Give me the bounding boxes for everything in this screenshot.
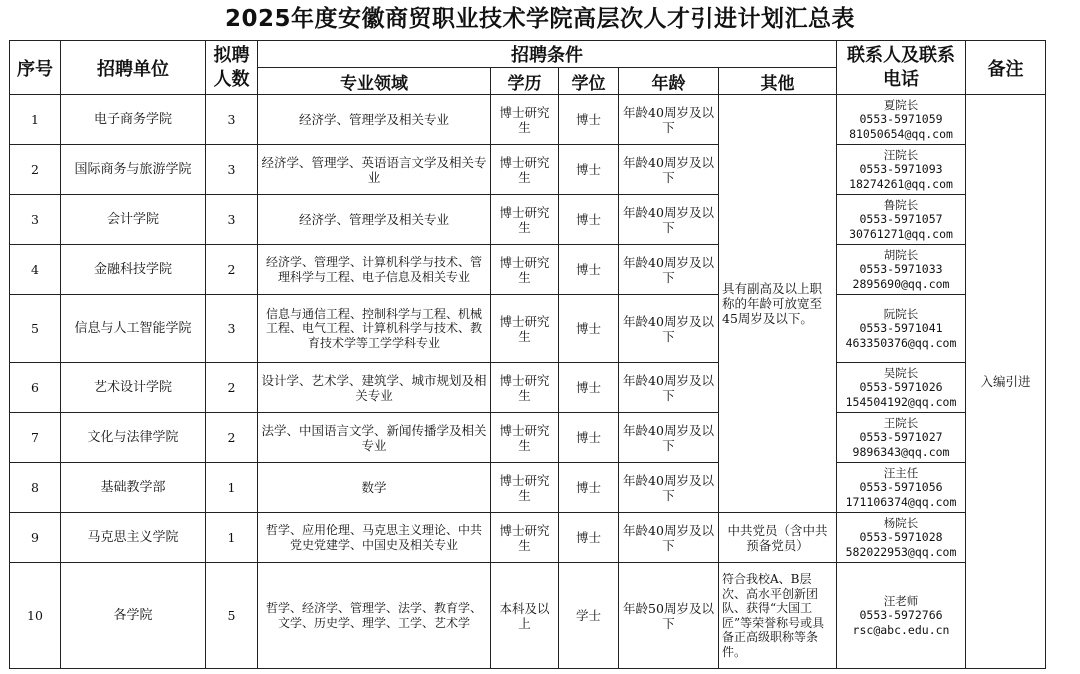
cell-degree: 博士 (559, 463, 619, 513)
cell-contact (837, 513, 966, 563)
cell-unit: 国际商务与旅游学院 (61, 145, 206, 195)
contact-phone: 0553-5971033 (859, 262, 943, 277)
cell-other: 符合我校A、B层次、高水平创新团队、获得“大国工匠”等荣誉称号或具备正高级职称等条件。 (719, 563, 837, 669)
cell-age: 年龄40周岁及以下 (619, 195, 719, 245)
contact-name: 王院长 (883, 415, 919, 430)
cell-education: 博士研究生 (491, 95, 559, 145)
cell-count: 5 (206, 563, 258, 669)
cell-education: 博士研究生 (491, 195, 559, 245)
cell-seq: 4 (10, 245, 61, 295)
cell-seq: 10 (10, 563, 61, 669)
cell-field: 哲学、经济学、管理学、法学、教育学、文学、历史学、理学、工学、艺术学 (258, 563, 491, 669)
header-degree: 学位 (559, 68, 619, 95)
cell-seq: 1 (10, 95, 61, 145)
contact-email: 30761271@qq.com (849, 226, 953, 241)
cell-field: 经济学、管理学及相关专业 (258, 95, 491, 145)
recruitment-table (9, 40, 1046, 669)
contact-name: 鲁院长 (883, 197, 919, 212)
cell-contact (837, 95, 966, 145)
page-title: 2025年度安徽商贸职业技术学院高层次人才引进计划汇总表 (224, 6, 855, 32)
header-education: 学历 (491, 68, 559, 95)
cell-contact (837, 195, 966, 245)
table-row (10, 145, 1046, 195)
cell-age: 年龄50周岁及以下 (619, 563, 719, 669)
cell-degree: 博士 (559, 145, 619, 195)
header-unit: 招聘单位 (61, 41, 206, 95)
cell-count: 3 (206, 295, 258, 363)
cell-education: 博士研究生 (491, 413, 559, 463)
cell-degree: 学士 (559, 563, 619, 669)
cell-unit: 金融科技学院 (61, 245, 206, 295)
header-conditions: 招聘条件 (258, 41, 837, 68)
contact-email: 171106374@qq.com (845, 494, 957, 509)
cell-seq: 7 (10, 413, 61, 463)
cell-count: 2 (206, 245, 258, 295)
contact-name: 胡院长 (883, 247, 919, 262)
header-field: 专业领域 (258, 68, 491, 95)
cell-field: 设计学、艺术学、建筑学、城市规划及相关专业 (258, 363, 491, 413)
contact-phone: 0553-5971026 (859, 380, 943, 395)
cell-seq: 5 (10, 295, 61, 363)
cell-seq: 9 (10, 513, 61, 563)
cell-contact (837, 245, 966, 295)
cell-age: 年龄40周岁及以下 (619, 413, 719, 463)
cell-unit: 各学院 (61, 563, 206, 669)
contact-email: rsc@abc.edu.cn (852, 622, 950, 637)
cell-seq: 6 (10, 363, 61, 413)
contact-email: 154504192@qq.com (845, 394, 957, 409)
cell-contact (837, 145, 966, 195)
cell-education: 博士研究生 (491, 513, 559, 563)
cell-unit: 艺术设计学院 (61, 363, 206, 413)
cell-unit: 电子商务学院 (61, 95, 206, 145)
contact-name: 阮院长 (883, 306, 919, 321)
table-row (10, 563, 1046, 669)
table-row (10, 295, 1046, 363)
cell-degree: 博士 (559, 363, 619, 413)
cell-education: 博士研究生 (491, 295, 559, 363)
contact-name: 夏院长 (883, 97, 919, 112)
cell-education: 本科及以上 (491, 563, 559, 669)
cell-unit: 文化与法律学院 (61, 413, 206, 463)
cell-contact (837, 563, 966, 669)
cell-count: 1 (206, 463, 258, 513)
cell-degree: 博士 (559, 295, 619, 363)
contact-email: 463350376@qq.com (845, 335, 957, 350)
cell-count: 3 (206, 195, 258, 245)
contact-phone: 0553-5971056 (859, 480, 943, 495)
contact-phone: 0553-5972766 (859, 608, 943, 623)
cell-age: 年龄40周岁及以下 (619, 245, 719, 295)
header-contact: 联系人及联系电话 (837, 41, 966, 95)
cell-contact (837, 413, 966, 463)
cell-field: 法学、中国语言文学、新闻传播学及相关专业 (258, 413, 491, 463)
contact-name: 汪院长 (883, 147, 919, 162)
cell-field: 哲学、应用伦理、马克思主义理论、中共党史党建学、中国史及相关专业 (258, 513, 491, 563)
table-row (10, 363, 1046, 413)
cell-degree: 博士 (559, 245, 619, 295)
contact-phone: 0553-5971057 (859, 212, 943, 227)
contact-name: 汪老师 (883, 593, 919, 608)
contact-email: 582022953@qq.com (845, 544, 957, 559)
cell-count: 3 (206, 145, 258, 195)
cell-count: 3 (206, 95, 258, 145)
cell-degree: 博士 (559, 95, 619, 145)
cell-unit: 基础教学部 (61, 463, 206, 513)
cell-education: 博士研究生 (491, 245, 559, 295)
contact-email: 18274261@qq.com (849, 176, 953, 191)
table-row (10, 195, 1046, 245)
cell-count: 2 (206, 363, 258, 413)
contact-phone: 0553-5971093 (859, 162, 943, 177)
table-row (10, 245, 1046, 295)
header-count: 拟聘人数 (206, 41, 258, 95)
contact-phone: 0553-5971059 (859, 112, 943, 127)
table-row (10, 413, 1046, 463)
cell-age: 年龄40周岁及以下 (619, 513, 719, 563)
cell-degree: 博士 (559, 513, 619, 563)
header-seq: 序号 (10, 41, 61, 95)
table-row (10, 95, 1046, 145)
cell-field: 经济学、管理学、英语语言文学及相关专业 (258, 145, 491, 195)
contact-name: 杨院长 (883, 515, 919, 530)
cell-unit: 信息与人工智能学院 (61, 295, 206, 363)
cell-count: 2 (206, 413, 258, 463)
cell-education: 博士研究生 (491, 463, 559, 513)
contact-email: 2895690@qq.com (852, 276, 950, 291)
cell-degree: 博士 (559, 195, 619, 245)
contact-phone: 0553-5971041 (859, 321, 943, 336)
cell-age: 年龄40周岁及以下 (619, 145, 719, 195)
cell-unit: 会计学院 (61, 195, 206, 245)
cell-education: 博士研究生 (491, 363, 559, 413)
contact-phone: 0553-5971028 (859, 530, 943, 545)
cell-count: 1 (206, 513, 258, 563)
table-row (10, 463, 1046, 513)
header-remark: 备注 (966, 41, 1046, 95)
contact-name: 汪主任 (883, 465, 919, 480)
header-other: 其他 (719, 68, 837, 95)
cell-remark-merged: 入编引进 (966, 95, 1046, 669)
header-age: 年龄 (619, 68, 719, 95)
cell-unit: 马克思主义学院 (61, 513, 206, 563)
cell-other-merged: 具有副高及以上职称的年龄可放宽至45周岁及以下。 (719, 95, 837, 513)
cell-education: 博士研究生 (491, 145, 559, 195)
cell-contact (837, 463, 966, 513)
contact-email: 81050654@qq.com (849, 126, 953, 141)
cell-age: 年龄40周岁及以下 (619, 363, 719, 413)
cell-age: 年龄40周岁及以下 (619, 95, 719, 145)
cell-degree: 博士 (559, 413, 619, 463)
cell-age: 年龄40周岁及以下 (619, 463, 719, 513)
cell-seq: 3 (10, 195, 61, 245)
cell-contact (837, 363, 966, 413)
contact-phone: 0553-5971027 (859, 430, 943, 445)
cell-age: 年龄40周岁及以下 (619, 295, 719, 363)
contact-name: 吴院长 (883, 365, 919, 380)
cell-field: 经济学、管理学、计算机科学与技术、管理科学与工程、电子信息及相关专业 (258, 245, 491, 295)
contact-email: 9896343@qq.com (852, 444, 950, 459)
cell-field: 经济学、管理学及相关专业 (258, 195, 491, 245)
cell-other: 中共党员（含中共预备党员） (719, 513, 837, 563)
cell-contact (837, 295, 966, 363)
cell-seq: 2 (10, 145, 61, 195)
cell-seq: 8 (10, 463, 61, 513)
cell-field: 信息与通信工程、控制科学与工程、机械工程、电气工程、计算机科学与技术、教育技术学等工学学科专业 (258, 295, 491, 363)
cell-field: 数学 (258, 463, 491, 513)
table-row (10, 513, 1046, 563)
